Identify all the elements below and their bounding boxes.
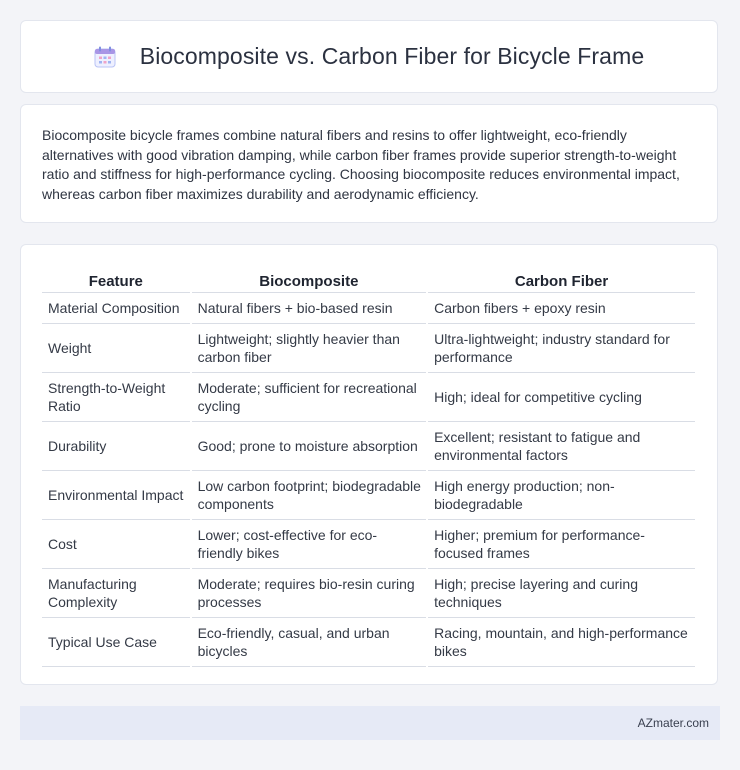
carbon-fiber-cell: High; ideal for competitive cycling: [428, 373, 695, 422]
feature-cell: Typical Use Case: [42, 618, 190, 667]
summary-text: Biocomposite bicycle frames combine natural fibers and resins to offer lightweight, eco-friendly alternatives with good vibration damping, while carbon fiber frames provide superior strength-to-weight ratio and stiffness for high-performance cycling. Choosing biocomposite reduces environmental impact, whereas carbon fiber maximizes durability and aerodynamic efficiency.: [42, 127, 680, 202]
biocomposite-cell: Lightweight; slightly heavier than carbon fiber: [192, 324, 427, 373]
feature-cell: Manufacturing Complexity: [42, 569, 190, 618]
carbon-fiber-cell: Racing, mountain, and high-performance bikes: [428, 618, 695, 667]
calendar-icon: [94, 46, 116, 68]
title-card: [20, 20, 718, 93]
carbon-fiber-cell: Ultra-lightweight; industry standard for performance: [428, 324, 695, 373]
feature-cell: Weight: [42, 324, 190, 373]
comparison-table-card: [20, 244, 718, 685]
table-row: [42, 324, 695, 373]
header-feature: Feature: [42, 265, 190, 293]
table-header-row: [42, 265, 695, 293]
header-biocomposite: Biocomposite: [192, 265, 427, 293]
feature-cell: Material Composition: [42, 293, 190, 324]
biocomposite-cell: Good; prone to moisture absorption: [192, 422, 427, 471]
carbon-fiber-cell: Excellent; resistant to fatigue and environmental factors: [428, 422, 695, 471]
biocomposite-cell: Lower; cost-effective for eco-friendly bikes: [192, 520, 427, 569]
biocomposite-cell: Moderate; requires bio-resin curing processes: [192, 569, 427, 618]
table-row: [42, 618, 695, 667]
table-row: [42, 373, 695, 422]
header-carbon-fiber: Carbon Fiber: [428, 265, 695, 293]
carbon-fiber-cell: High energy production; non-biodegradable: [428, 471, 695, 520]
carbon-fiber-cell: Higher; premium for performance-focused frames: [428, 520, 695, 569]
feature-cell: Strength-to-Weight Ratio: [42, 373, 190, 422]
footer: [20, 706, 720, 740]
footer-brand: AZmater.com: [637, 716, 709, 730]
feature-cell: Durability: [42, 422, 190, 471]
biocomposite-cell: Natural fibers + bio-based resin: [192, 293, 427, 324]
biocomposite-cell: Eco-friendly, casual, and urban bicycles: [192, 618, 427, 667]
summary-card: [20, 104, 718, 223]
page-title: Biocomposite vs. Carbon Fiber for Bicycle Frame: [139, 43, 645, 69]
feature-cell: Environmental Impact: [42, 471, 190, 520]
table-row: [42, 569, 695, 618]
table-row: [42, 520, 695, 569]
biocomposite-cell: Moderate; sufficient for recreational cycling: [192, 373, 427, 422]
table-row: [42, 293, 695, 324]
table-row: [42, 422, 695, 471]
carbon-fiber-cell: Carbon fibers + epoxy resin: [428, 293, 695, 324]
comparison-table: [40, 265, 697, 667]
biocomposite-cell: Low carbon footprint; biodegradable components: [192, 471, 427, 520]
carbon-fiber-cell: High; precise layering and curing techniques: [428, 569, 695, 618]
table-row: [42, 471, 695, 520]
feature-cell: Cost: [42, 520, 190, 569]
